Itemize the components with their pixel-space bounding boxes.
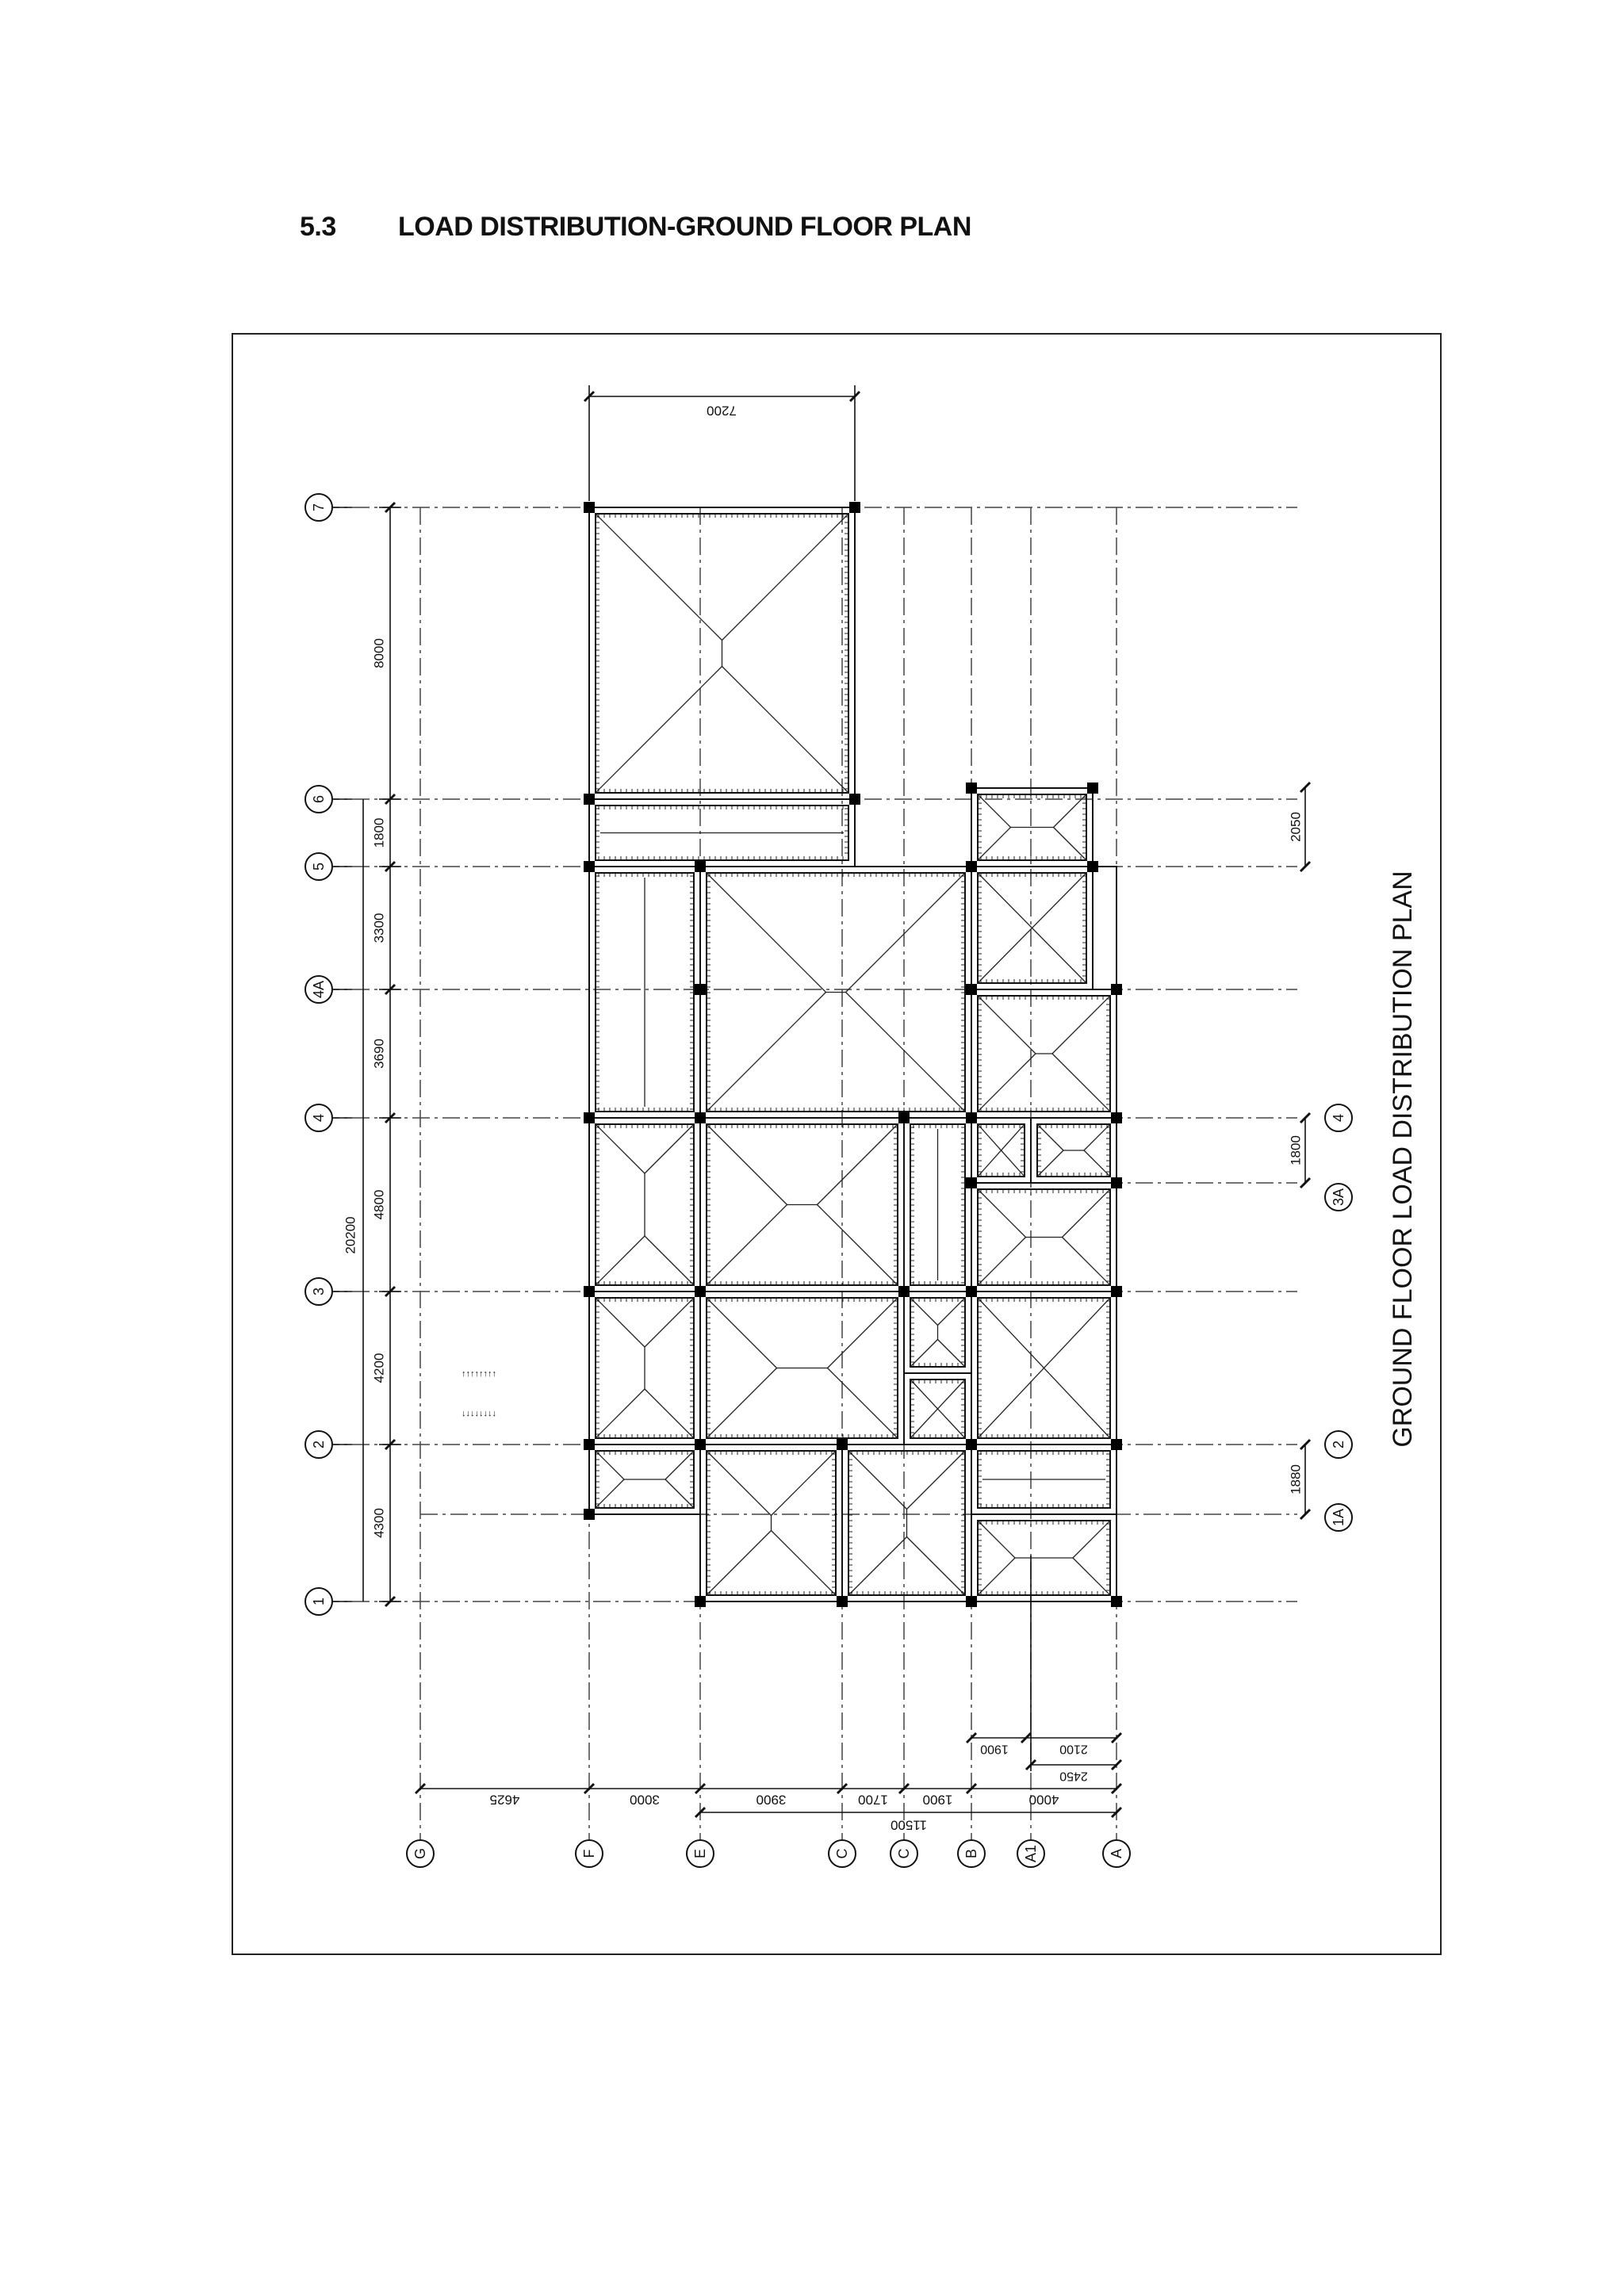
dimension-bottom: 4000 bbox=[1028, 1792, 1059, 1808]
yield-line bbox=[978, 1189, 1026, 1238]
dimension-bottom-small: 2100 bbox=[1059, 1742, 1088, 1756]
yield-line bbox=[1073, 1521, 1110, 1558]
grid-bubble-column-label: A bbox=[1109, 1848, 1124, 1859]
grid-bubble-row-label: 4 bbox=[311, 1113, 327, 1123]
grid-bubble-column-label: F bbox=[581, 1849, 597, 1858]
column bbox=[837, 1596, 848, 1607]
dimension-right: 2050 bbox=[1288, 812, 1304, 842]
load-distribution-plan bbox=[233, 335, 1443, 1957]
yield-line bbox=[910, 1340, 938, 1368]
column bbox=[966, 1112, 977, 1123]
drawing-title: GROUND FLOOR LOAD DISTRIBUTION PLAN bbox=[1388, 871, 1418, 1448]
grid-bubble-right-label: 4 bbox=[1331, 1113, 1346, 1123]
column bbox=[695, 984, 706, 995]
yield-line bbox=[707, 1368, 777, 1439]
grid-bubble-row-label: 1 bbox=[311, 1597, 327, 1606]
yield-line bbox=[596, 1451, 624, 1479]
column bbox=[966, 1439, 977, 1450]
yield-line bbox=[596, 1298, 645, 1347]
drawing-frame bbox=[232, 333, 1442, 1955]
yield-line bbox=[938, 1298, 966, 1326]
yield-line bbox=[978, 1238, 1026, 1286]
yield-line bbox=[645, 1389, 694, 1438]
yield-line bbox=[645, 1236, 694, 1285]
column bbox=[1087, 861, 1098, 872]
yield-line bbox=[978, 996, 1036, 1054]
column bbox=[966, 984, 977, 995]
grid-bubble-row-label: 3 bbox=[311, 1287, 327, 1296]
dimension-bottom-overall: 11500 bbox=[890, 1817, 928, 1833]
grid-bubble-row-label: 7 bbox=[311, 503, 327, 512]
yield-line bbox=[707, 1531, 772, 1596]
column bbox=[695, 1596, 706, 1607]
grid-bubble-row-label: 6 bbox=[311, 794, 327, 804]
dimension-bottom: 3900 bbox=[756, 1792, 787, 1808]
yield-line bbox=[707, 1298, 777, 1368]
yield-line bbox=[907, 1537, 966, 1596]
grid-bubble-column-label: G bbox=[412, 1847, 428, 1860]
yield-line bbox=[722, 667, 849, 794]
grid-bubbles bbox=[305, 494, 1352, 1867]
columns bbox=[584, 502, 1122, 1607]
column bbox=[966, 1596, 977, 1607]
load-yield-lines bbox=[596, 514, 1110, 1595]
yield-line bbox=[848, 1451, 907, 1510]
column bbox=[695, 861, 706, 872]
section-number: 5.3 bbox=[300, 211, 336, 242]
section-heading bbox=[300, 208, 971, 246]
column bbox=[898, 1112, 910, 1123]
column bbox=[1111, 984, 1122, 995]
yield-line bbox=[665, 1451, 694, 1479]
yield-line bbox=[1073, 1558, 1110, 1595]
yield-line bbox=[978, 1521, 1015, 1558]
dimension-left: 4800 bbox=[371, 1189, 387, 1220]
column bbox=[1111, 1439, 1122, 1450]
column bbox=[837, 1439, 848, 1450]
yield-line bbox=[828, 1368, 898, 1439]
grid-bubble-row-label: 5 bbox=[311, 862, 327, 871]
yield-line bbox=[707, 1451, 772, 1516]
yield-line bbox=[978, 1558, 1015, 1595]
yield-line bbox=[910, 1298, 938, 1326]
dimension-bottom: 1700 bbox=[858, 1792, 888, 1808]
column bbox=[849, 502, 860, 513]
grid-bubble-row-label: 2 bbox=[311, 1440, 327, 1449]
grid-bubble-column-label: C bbox=[834, 1848, 850, 1859]
yield-line bbox=[665, 1479, 694, 1508]
column bbox=[695, 1112, 706, 1123]
yield-line bbox=[596, 1479, 624, 1508]
yield-line bbox=[707, 993, 826, 1112]
grid-bubble-column-label: B bbox=[963, 1848, 979, 1859]
grid-lines bbox=[322, 507, 1297, 1845]
beam-hatching bbox=[596, 514, 1110, 1595]
yield-line bbox=[722, 514, 849, 641]
yield-line bbox=[596, 1389, 645, 1438]
yield-line bbox=[1084, 1150, 1110, 1177]
column bbox=[1111, 1112, 1122, 1123]
yield-line bbox=[707, 1124, 787, 1205]
yield-line bbox=[707, 873, 826, 993]
yield-line bbox=[772, 1451, 837, 1516]
dimension-bottom-small: 1900 bbox=[980, 1742, 1009, 1756]
dimension-right: 1800 bbox=[1288, 1135, 1304, 1165]
yield-line bbox=[1054, 828, 1087, 861]
yield-line bbox=[818, 1124, 898, 1205]
column bbox=[966, 861, 977, 872]
yield-line bbox=[978, 1054, 1036, 1112]
column bbox=[695, 1286, 706, 1297]
grid-bubble-column-label: C bbox=[896, 1848, 912, 1859]
dimension-right: 1880 bbox=[1288, 1464, 1304, 1494]
yield-line bbox=[645, 1298, 694, 1347]
dimension-left: 3300 bbox=[371, 913, 387, 943]
grid-bubble-column-label: E bbox=[692, 1848, 708, 1859]
yield-line bbox=[1052, 996, 1110, 1054]
yield-line bbox=[1037, 1124, 1063, 1150]
yield-line bbox=[596, 1124, 645, 1173]
grid-bubble-row-label: 4A bbox=[311, 980, 327, 999]
dimension-left: 8000 bbox=[371, 638, 387, 668]
yield-line bbox=[846, 873, 966, 993]
column bbox=[584, 861, 595, 872]
yield-line bbox=[848, 1537, 907, 1596]
grid-bubble-right-label: 3A bbox=[1331, 1188, 1346, 1207]
column bbox=[584, 1509, 595, 1520]
beams bbox=[589, 507, 1116, 1601]
column bbox=[584, 794, 595, 805]
dimension-left: 4200 bbox=[371, 1353, 387, 1383]
yield-line bbox=[1063, 1189, 1111, 1238]
column bbox=[695, 1439, 706, 1450]
dimension-left-overall: 20200 bbox=[343, 1216, 358, 1254]
yield-line bbox=[596, 667, 722, 794]
yield-line bbox=[1084, 1124, 1110, 1150]
yield-line bbox=[707, 1205, 787, 1286]
column bbox=[1111, 1286, 1122, 1297]
column bbox=[966, 1286, 977, 1297]
column bbox=[849, 794, 860, 805]
column bbox=[898, 1286, 910, 1297]
yield-line bbox=[818, 1205, 898, 1286]
yield-line bbox=[1052, 1054, 1110, 1112]
dimension-bottom: 3000 bbox=[630, 1792, 660, 1808]
load-arrows-down: ↓↓↓↓↓↓↓↓ bbox=[462, 1409, 496, 1418]
column bbox=[584, 1439, 595, 1450]
yield-line bbox=[978, 828, 1011, 861]
yield-line bbox=[596, 514, 722, 641]
column bbox=[584, 1112, 595, 1123]
yield-line bbox=[938, 1340, 966, 1368]
column bbox=[1111, 1177, 1122, 1188]
column bbox=[584, 1286, 595, 1297]
dimension-left: 3690 bbox=[371, 1039, 387, 1069]
dimension-left: 4300 bbox=[371, 1508, 387, 1538]
yield-line bbox=[846, 993, 966, 1112]
yield-line bbox=[772, 1531, 837, 1596]
column bbox=[1111, 1596, 1122, 1607]
yield-line bbox=[907, 1451, 966, 1510]
column bbox=[966, 1177, 977, 1188]
yield-line bbox=[1063, 1238, 1111, 1286]
yield-line bbox=[828, 1298, 898, 1368]
grid-bubble-right-label: 2 bbox=[1331, 1440, 1346, 1449]
load-arrows-up: ↑↑↑↑↑↑↑↑ bbox=[462, 1369, 496, 1379]
yield-line bbox=[645, 1124, 694, 1173]
grid-bubble-column-label: A1 bbox=[1023, 1844, 1039, 1863]
yield-line bbox=[1037, 1150, 1063, 1177]
dimension-left: 1800 bbox=[371, 817, 387, 848]
dimension-bottom: 4625 bbox=[489, 1792, 520, 1808]
yield-line bbox=[596, 1236, 645, 1285]
dimension-bottom: 1900 bbox=[922, 1792, 953, 1808]
dimension-bottom-small: 2450 bbox=[1059, 1769, 1088, 1783]
column bbox=[584, 502, 595, 513]
dimension-top: 7200 bbox=[707, 403, 737, 419]
grid-bubble-right-label: 1A bbox=[1331, 1508, 1346, 1527]
section-title: LOAD DISTRIBUTION-GROUND FLOOR PLAN bbox=[398, 211, 971, 242]
column bbox=[966, 783, 977, 794]
column bbox=[1087, 783, 1098, 794]
